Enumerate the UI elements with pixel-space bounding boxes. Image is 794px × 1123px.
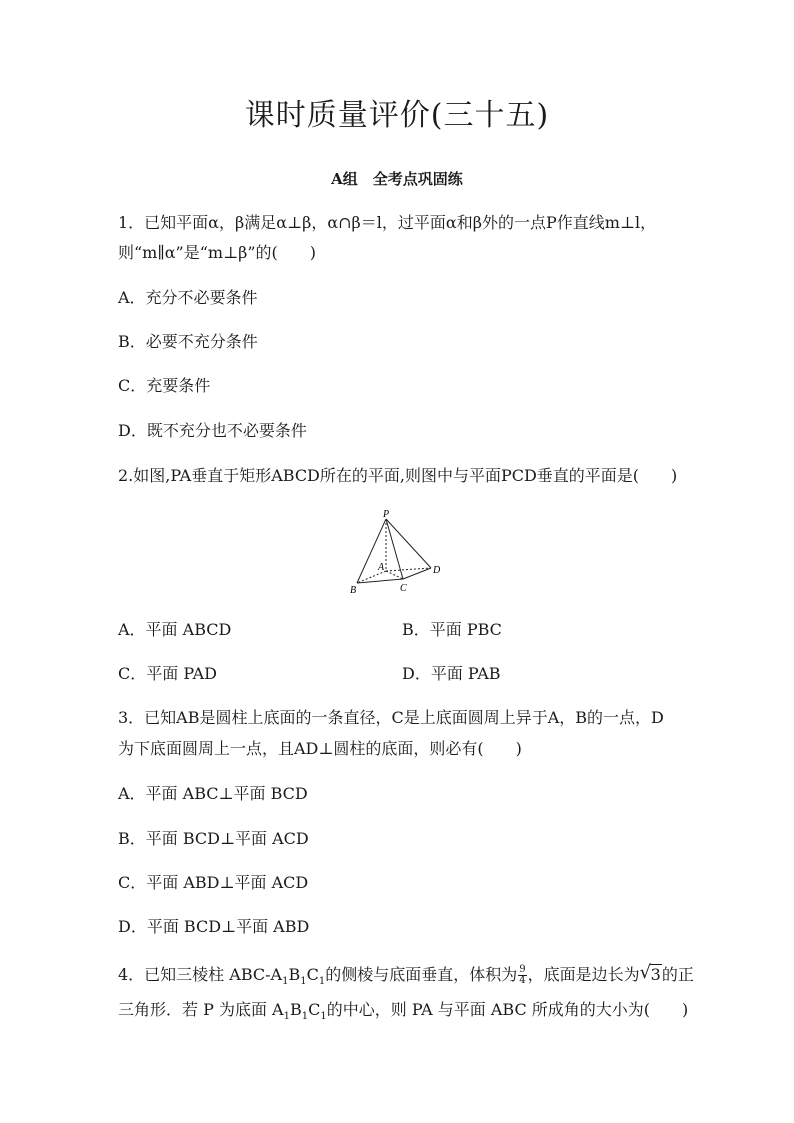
section-heading: A组 全考点巩固练 <box>331 170 463 188</box>
q4-text-d: 的侧棱与底面垂直，体积为 <box>325 965 518 984</box>
q4-text-g: 三角形．若 P 为底面 A <box>118 1000 284 1019</box>
q4-text-i: C <box>308 1000 321 1019</box>
q2-option-a: A．平面 ABCD <box>118 620 232 639</box>
q1-stem-line2: 则“m∥α”是“m⊥β”的( ) <box>118 243 317 262</box>
q4-sub: 1 <box>320 1011 327 1023</box>
label-p: P <box>383 509 390 520</box>
edge-ac <box>386 571 403 579</box>
q4-text-e: ，底面是边长为 <box>527 965 640 984</box>
sqrt-expression <box>640 964 662 986</box>
label-c: C <box>400 583 407 594</box>
sqrt-symbol: √ <box>639 962 652 983</box>
label-a: A <box>378 562 385 573</box>
q4-sub: 1 <box>300 976 307 988</box>
q3-option-a: A．平面 ABC⊥平面 BCD <box>118 784 308 803</box>
q1-option-b: B．必要不充分条件 <box>118 332 258 351</box>
q4-sub: 1 <box>282 976 289 988</box>
q1-option-a: A．充分不必要条件 <box>118 288 258 307</box>
q1-option-d: D．既不充分也不必要条件 <box>118 421 307 440</box>
q2-option-c: C．平面 PAD <box>118 664 218 683</box>
q1-stem-line1: 1．已知平面α，β满足α⊥β，α∩β＝l，过平面α和β外的一点P作直线m⊥l， <box>118 213 657 232</box>
q4-text-b: B <box>288 965 301 984</box>
q2-option-b: B．平面 PBC <box>402 620 502 639</box>
q4-stem-line2 <box>118 999 688 1028</box>
pyramid-figure <box>343 507 453 597</box>
q1-option-c: C．充要条件 <box>118 376 211 395</box>
q4-sub: 1 <box>318 976 326 988</box>
sqrt-radicand: 3 <box>650 965 661 984</box>
q4-stem-line1 <box>118 964 694 993</box>
q3-option-c: C．平面 ABD⊥平面 ACD <box>118 873 309 892</box>
edge-bc <box>357 579 403 583</box>
fraction-numerator: 9 <box>519 964 526 975</box>
q4-text-a: 4．已知三棱柱 ABC-A <box>118 965 283 984</box>
q3-stem-line1: 3．已知AB是圆柱上底面的一条直径，C是上底面圆周上异于A，B的一点，D <box>118 708 664 727</box>
page-title: 课时质量评价(三十五) <box>244 98 550 133</box>
q3-stem-line2: 为下底面圆周上一点，且AD⊥圆柱的底面，则必有( ) <box>118 739 522 758</box>
q3-option-d: D．平面 BCD⊥平面 ABD <box>118 917 310 936</box>
q2-option-d: D．平面 PAB <box>402 664 501 683</box>
q4-sub: 1 <box>301 1011 309 1023</box>
edge-pb <box>357 519 386 583</box>
q3-option-b: B．平面 BCD⊥平面 ACD <box>118 829 309 848</box>
fraction-denominator: 4 <box>519 975 526 986</box>
label-b: B <box>350 585 357 596</box>
volume-fraction <box>518 965 526 986</box>
q4-text-j: 的中心，则 PA 与平面 ABC 所成角的大小为( ) <box>326 1000 689 1019</box>
q4-sub: 1 <box>283 1011 290 1023</box>
q4-text-f: 的正 <box>661 965 694 984</box>
q4-text-c: C <box>306 965 319 984</box>
label-d: D <box>433 565 441 576</box>
q4-text-h: B <box>289 1000 302 1019</box>
q2-stem: 2.如图,PA垂直于矩形ABCD所在的平面,则图中与平面PCD垂直的平面是( ) <box>118 466 678 485</box>
